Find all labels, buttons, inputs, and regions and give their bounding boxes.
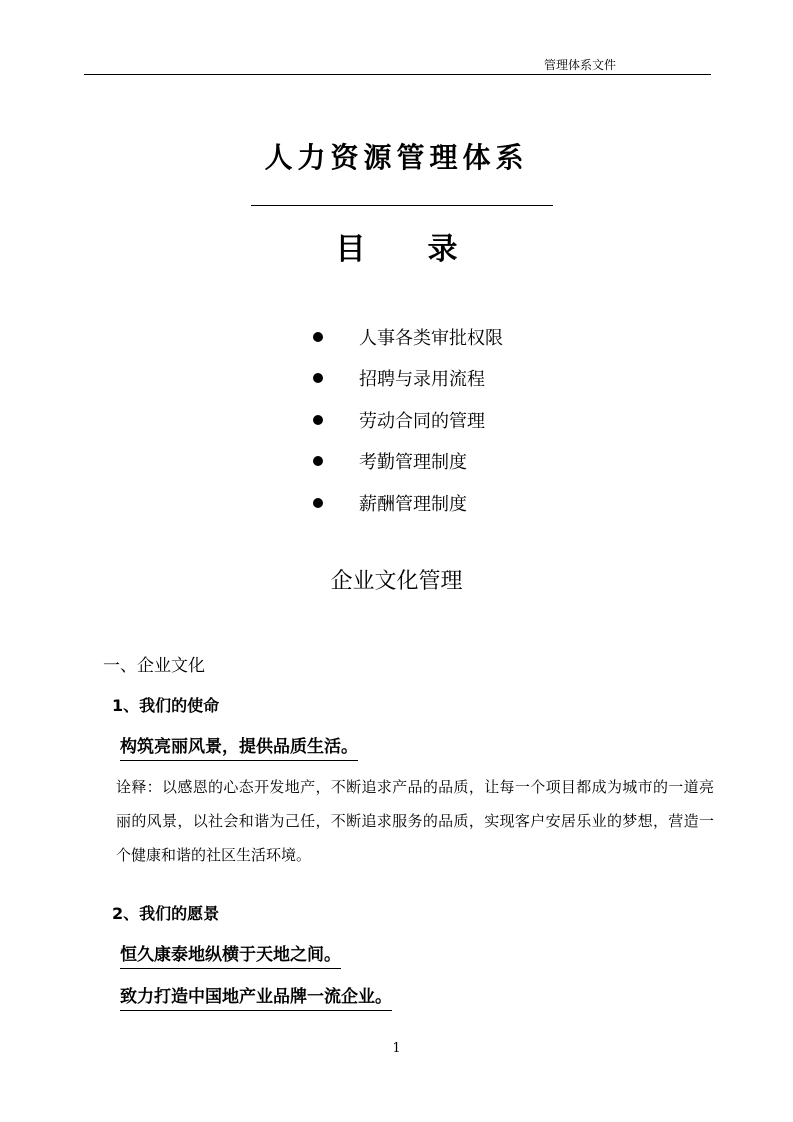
toc-item-label: 劳动合同的管理 — [359, 410, 485, 432]
section-title: 企业文化管理 — [330, 569, 463, 594]
bullet-icon — [313, 415, 323, 425]
heading-corporate-culture: 一、企业文化 — [103, 656, 205, 676]
toc-item[interactable] — [311, 441, 503, 483]
mission-explanation: 诠释：以感恩的心态开发地产，不断追求产品的品质，让每一个项目都成为城市的一道亮丽的风景，以社会和谐为己任，不断追求服务的品质，实现客户安居乐业的梦想，营造一个健康和谐的社区生活环境。 — [116, 778, 714, 864]
document-title: 人力资源管理体系 — [264, 141, 529, 174]
heading-vision: 2、我们的愿景 — [112, 904, 220, 923]
toc-item-label: 招聘与录用流程 — [359, 369, 485, 391]
toc-heading-right: 录 — [427, 232, 458, 267]
bullet-icon — [313, 498, 323, 508]
toc-item-label: 薪酬管理制度 — [359, 493, 467, 515]
mission-slogan: 构筑亮丽风景，提供品质生活。 — [120, 735, 358, 761]
bullet-icon — [313, 373, 323, 383]
toc-item[interactable] — [311, 399, 503, 441]
toc-item[interactable] — [311, 316, 503, 358]
page-number: 1 — [392, 1041, 401, 1056]
toc-item[interactable] — [311, 358, 503, 400]
toc-item-label: 考勤管理制度 — [359, 452, 467, 474]
toc-heading-left: 目 — [335, 232, 366, 267]
toc-heading — [0, 229, 793, 271]
toc-item[interactable] — [311, 482, 503, 524]
running-header: 管理体系文件 — [544, 58, 617, 72]
toc-list — [311, 316, 503, 524]
vision-slogan: 致力打造中国地产业品牌一流企业。 — [120, 985, 392, 1011]
title-underline — [251, 205, 553, 206]
heading-mission: 1、我们的使命 — [112, 696, 220, 715]
toc-item-label: 人事各类审批权限 — [359, 327, 503, 349]
bullet-icon — [313, 332, 323, 342]
vision-slogan: 恒久康泰地纵横于天地之间。 — [120, 943, 341, 969]
bullet-icon — [313, 456, 323, 466]
header-rule — [84, 74, 711, 75]
